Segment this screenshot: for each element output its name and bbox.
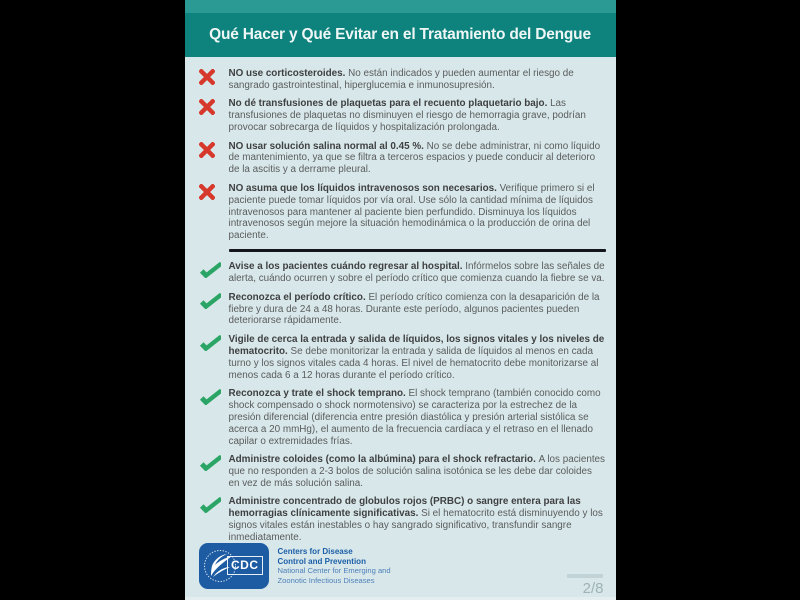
list-item [199,261,606,285]
header-bar [185,13,616,57]
item-text [229,292,606,328]
green-check-icon [199,334,229,382]
item-lead: No dé transfusiones de plaquetas para el recuento plaquetario bajo. [228,98,551,110]
footer [199,543,391,589]
green-check-icon [199,388,229,448]
red-x-icon [199,68,229,92]
item-lead: Vigile de cerca la entrada y salida de líquidos, los signos vitales y los niveles de hematocrito. [228,333,605,357]
dont-list [199,68,606,242]
list-item [199,388,606,448]
item-text [229,141,606,177]
item-body: No se debe administrar, ni como líquido de mantenimiento, ya que se filtra a terceros espacios y puede conducir al deterioro de la ascitis y a derrame pleural. [228,140,601,176]
org-sub-line2: Zoonotic Infectious Diseases [277,575,375,585]
item-lead: Reconozca el período crítico. [228,291,369,303]
green-check-icon [199,496,229,544]
item-body: El shock temprano (también conocido como shock compensado o shock normotensivo) se caracteriza por la estrechez de la presión diferencial (diferencia entre presión diastólica y presión arterial sistólica se acerca a 20 mmHg), el aumento de la frecuencia cardíaca y el retraso en el llenado capilar o extremidades frías. [228,387,601,447]
org-name-line2: Control and Prevention [277,556,366,566]
list-item [199,183,606,243]
item-body: Las transfusiones de plaquetas no disminuyen el riesgo de hemorragia grave, podrían provocar sobrecarga de líquidos y hospitalización prolongada. [228,98,586,134]
document-code [567,574,603,578]
page-number: 2/8 [582,580,604,597]
list-item [199,98,606,134]
item-body: Se debe monitorizar la entrada y salida de líquidos al menos en cada turno y los signos vitales cada 4 horas. El nivel de hematocrito debe monitorizarse al menos cada 6 a 12 horas durante el período crítico. [228,345,599,381]
top-teal-strip [185,0,616,13]
list-item [199,454,606,490]
item-body: No están indicados y pueden aumentar el riesgo de sangrado gastrointestinal, hiperglucemia e inmunosupresión. [228,68,574,91]
item-text [229,261,606,285]
document-page [185,0,616,600]
green-check-icon [199,292,229,328]
list-item [199,496,606,544]
item-body: Infórmelos sobre las señales de alerta, cuándo ocurren y sobre el período crítico que comienza cuando la fiebre se va. [228,261,605,285]
section-divider [229,249,606,252]
list-item [199,68,606,92]
item-text [229,388,606,448]
item-text [229,183,606,243]
org-name-line1: Centers for Disease [277,547,353,557]
page-title: Qué Hacer y Qué Evitar en el Tratamiento del Dengue [209,26,591,43]
item-body: A los pacientes que no responden a 2-3 bolos de solución salina isotónica se les debe dar coloides en vez de más solución salina. [228,453,605,489]
org-sub-line1: National Center for Emerging and [277,566,391,576]
item-lead: NO asuma que los líquidos intravenosos son necesarios. [228,182,500,194]
item-text [229,68,606,92]
item-lead: NO use corticosteroides. [228,68,349,79]
item-text [229,496,606,544]
red-x-icon [199,141,229,177]
green-check-icon [199,454,229,490]
list-item [199,292,606,328]
item-lead: NO usar solución salina normal al 0.45 %. [228,140,427,152]
list-item [199,141,606,177]
item-lead: Administre coloides (como la albúmina) para el shock refractario. [228,453,539,465]
green-check-icon [199,261,229,285]
red-x-icon [199,183,229,243]
item-lead: Administre concentrado de globulos rojos (PRBC) o sangre entera para las hemorragias clínicamente significativas. [228,496,581,520]
item-body: Verifique primero si el paciente puede tomar líquidos por vía oral. Use sólo la cantidad mínima de líquidos intravenosos para mantener al paciente bien perfundido. Disminuya los líquidos intravenosos según mejore la situación hemodinámica o la producción de orina del paciente. [228,182,595,242]
item-lead: Avise a los pacientes cuándo regresar al hospital. [228,261,466,273]
item-text [229,334,606,382]
item-body: El período crítico comienza con la desaparición de la fiebre y dura de 24 a 48 horas. Durante este período, algunos pacientes pueden deteriorarse rápidamente. [228,291,600,327]
red-x-icon [199,98,229,134]
org-text [278,547,391,585]
item-text [229,454,606,490]
cdc-acronym: CDC [227,556,263,575]
item-body: Si el hematocrito está disminuyendo y los signos vitales están inestables o hay sangrado significativo, transfundir sangre inmediatamente. [228,508,603,543]
do-list [199,261,606,544]
content-area [185,57,616,544]
list-item [199,334,606,382]
item-text [229,98,606,134]
cdc-logo [199,543,269,589]
item-lead: Reconozca y trate el shock temprano. [228,387,409,399]
